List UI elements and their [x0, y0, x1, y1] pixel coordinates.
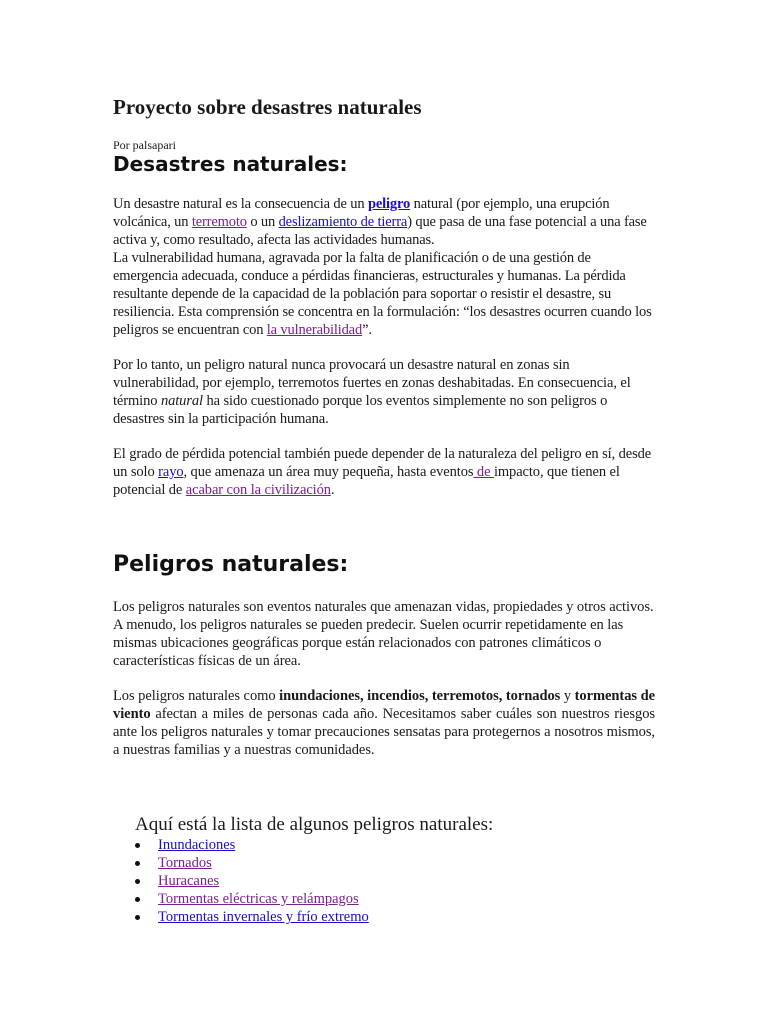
bullet-icon: [135, 861, 140, 866]
link-tormentas-invernales[interactable]: Tormentas invernales y frío extremo: [158, 909, 369, 925]
document-title: Proyecto sobre desastres naturales: [113, 95, 422, 119]
text-span: ) que pasa de una fase potencial a una fase activa y, como resultado, afecta las actividades humanas.: [113, 214, 647, 248]
list-item: [113, 890, 369, 908]
link-inundaciones[interactable]: Inundaciones: [158, 837, 236, 853]
link-peligro[interactable]: peligro: [367, 196, 411, 212]
text-span: Los peligros naturales como: [113, 688, 280, 704]
text-span: natural (por ejemplo, una erupción volcánica, un: [113, 196, 610, 230]
text-span: La vulnerabilidad humana, agravada por la falta de planificación o de una gestión de emergencia adecuada, conduce a pérdidas financieras, estructurales y humanas. La pérdida resultante depende de la capacidad de la población para soportar o resistir el desastre, su resiliencia. Esta comprensión se concentra en la formulación: “los desastres ocurren cuando los peligros se encuentran con: [113, 250, 652, 338]
link-la-vulnerabilidad[interactable]: la vulnerabilidad: [266, 322, 363, 338]
text-span: impacto, que tienen el potencial de: [113, 464, 620, 498]
link-acabar-civilizacion[interactable]: acabar con la civilización: [185, 482, 331, 498]
bullet-icon: [135, 897, 140, 902]
bullet-icon: [135, 879, 140, 884]
hazard-list: [113, 836, 369, 926]
list-item: [113, 872, 369, 890]
text-span: o un: [246, 214, 279, 230]
text-span: Por lo tanto, un peligro natural nunca provocará un desastre natural en zonas sin vulnerabilidad, por ejemplo, terremotos fuertes en zonas deshabitadas. En consecuencia, el término: [113, 357, 631, 409]
text-span: Un desastre natural es la consecuencia de un: [113, 196, 368, 212]
text-span: El grado de pérdida potencial también puede depender de la naturaleza del peligro en sí, desde un solo: [113, 446, 652, 480]
author-byline: Por palsapari: [113, 138, 176, 152]
bold-tormentas: tormentas de viento: [113, 688, 655, 722]
text-span: ”.: [362, 322, 372, 338]
text-span: y: [560, 688, 575, 704]
paragraph-peligros-definicion: Los peligros naturales son eventos naturales que amenazan vidas, propiedades y otros activos. A menudo, los peligros naturales se pueden predecir. Suelen ocurrir repetidamente en las mismas ubicaciones geográficas porque están relacionados con patrones climáticos o características físicas de un área.: [113, 599, 654, 669]
list-item: [113, 836, 369, 854]
link-rayo[interactable]: rayo: [158, 464, 184, 480]
text-span: .: [330, 482, 335, 498]
italic-natural: natural: [160, 393, 203, 409]
paragraph-grado-perdida: [113, 445, 655, 499]
hazard-list-title: Aquí está la lista de algunos peligros naturales:: [135, 814, 494, 835]
bullet-icon: [135, 915, 140, 920]
list-item: [113, 908, 369, 926]
link-deslizamiento-de-tierra[interactable]: deslizamiento de tierra: [278, 214, 408, 230]
bullet-icon: [135, 843, 140, 848]
list-item: [113, 854, 369, 872]
paragraph-definicion: [113, 195, 655, 339]
link-terremoto[interactable]: terremoto: [191, 214, 247, 230]
section-heading-desastres: Desastres naturales:: [113, 152, 348, 176]
section-heading-peligros: Peligros naturales:: [113, 552, 349, 577]
paragraph-peligros-ejemplos: [113, 687, 655, 759]
link-de[interactable]: de: [473, 464, 494, 480]
bold-hazard-list: inundaciones, incendios, terremotos, tornados: [279, 688, 561, 704]
link-tornados[interactable]: Tornados: [158, 855, 212, 871]
paragraph-vulnerabilidad: [113, 356, 655, 428]
text-span: ha sido cuestionado porque los eventos simplemente no son peligros o desastres sin la participación humana.: [113, 393, 608, 427]
text-span: afectan a miles de personas cada año. Necesitamos saber cuáles son nuestros riesgos ante los peligros naturales y tomar precauciones sensatas para protegernos a nosotros mismos, a nuestras familias y a nuestras comunidades.: [113, 706, 655, 758]
link-huracanes[interactable]: Huracanes: [158, 873, 220, 889]
link-tormentas-electricas[interactable]: Tormentas eléctricas y relámpagos: [158, 891, 359, 907]
text-span: , que amenaza un área muy pequeña, hasta eventos: [183, 464, 474, 480]
